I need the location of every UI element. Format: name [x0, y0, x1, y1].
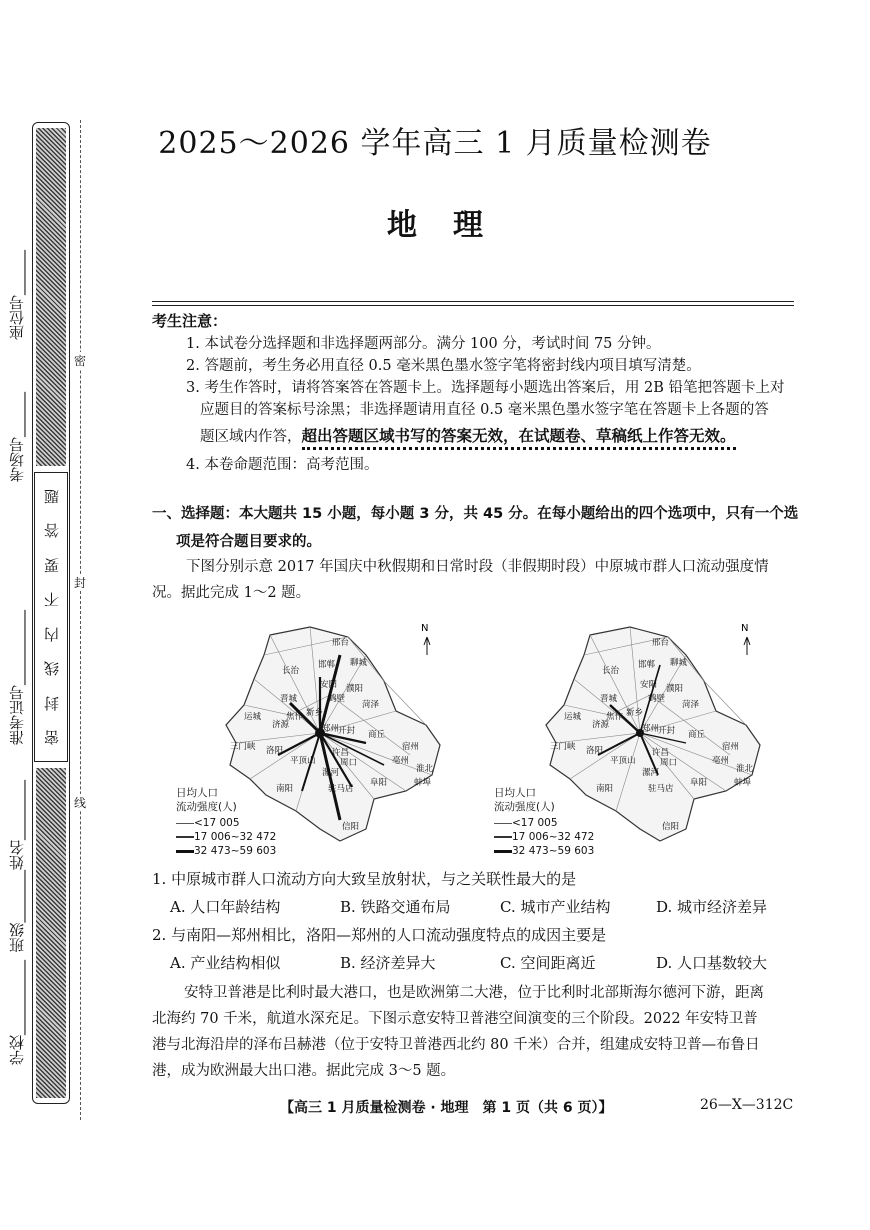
seal-char: 要 — [42, 557, 61, 573]
seal-char: 不 — [42, 592, 61, 608]
option-c[interactable]: C. 城市产业结构 — [500, 898, 611, 916]
notice-item: 题区域内作答，超出答题区域书写的答案无效，在试题卷、草稿纸上作答无效。 — [200, 425, 736, 448]
svg-text:商丘: 商丘 — [688, 730, 706, 740]
option-d[interactable]: D. 人口基数较大 — [656, 954, 768, 972]
school-label: 学校__________ — [8, 960, 26, 1065]
svg-text:南阳: 南阳 — [596, 784, 614, 794]
svg-text:信阳: 信阳 — [342, 822, 360, 832]
notice-heading: 考生注意： — [152, 312, 228, 330]
passage-line: 安特卫普港是比利时最大港口，也是欧洲第二大港，位于比利时北部斯海尔德河下游，距离 — [184, 985, 764, 1001]
svg-text:菏泽: 菏泽 — [682, 700, 700, 710]
svg-text:鹤壁: 鹤壁 — [648, 694, 666, 704]
svg-text:平顶山: 平顶山 — [610, 756, 636, 766]
svg-text:平顶山: 平顶山 — [290, 756, 316, 766]
emphasis-text: 超出答题区域书写的答案无效，在试题卷、草稿纸上作答无效。 — [302, 427, 736, 450]
ticket-number-label: 准考证号__________ — [8, 610, 26, 745]
svg-text:驻马店: 驻马店 — [648, 784, 674, 794]
svg-text:郑州: 郑州 — [322, 724, 340, 734]
svg-text:濮阳: 濮阳 — [666, 684, 684, 694]
svg-text:聊城: 聊城 — [350, 658, 368, 668]
svg-text:晋城: 晋城 — [600, 694, 618, 704]
option-b[interactable]: B. 经济差异大 — [340, 954, 436, 972]
svg-text:信阳: 信阳 — [662, 822, 680, 832]
svg-text:鹤壁: 鹤壁 — [328, 694, 346, 704]
svg-text:驻马店: 驻马店 — [328, 784, 354, 794]
notice-item: 3. 考生作答时，请将答案答在答题卡上。选择题每小题选出答案后，用 2B 铅笔把答题卡上对 — [186, 380, 785, 396]
subject-title: 地理 — [387, 208, 519, 243]
seal-char: 答 — [42, 523, 61, 539]
notice-item: 1. 本试卷分选择题和非选择题两部分。满分 100 分，考试时间 75 分钟。 — [186, 336, 661, 352]
svg-text:长治: 长治 — [282, 666, 300, 676]
svg-text:晋城: 晋城 — [280, 694, 298, 704]
svg-text:郑州: 郑州 — [642, 724, 660, 734]
svg-text:济源: 济源 — [592, 720, 610, 730]
svg-text:商丘: 商丘 — [368, 730, 386, 740]
svg-text:开封: 开封 — [338, 726, 356, 736]
name-label: 姓名________ — [8, 780, 26, 870]
svg-text:蚌埠: 蚌埠 — [734, 778, 752, 788]
passage-line: 港，成为欧洲最大出口港。据此完成 3～5 题。 — [152, 1063, 456, 1079]
hatch-pattern-bottom — [36, 768, 66, 1098]
map-legend: 日均人口 流动强度(人) <17 005 17 006~32 472 32 473~59 603 — [176, 787, 277, 857]
section-heading: 项是符合题目要求的。 — [176, 534, 321, 550]
svg-text:菏泽: 菏泽 — [362, 700, 380, 710]
option-c[interactable]: C. 空间距离近 — [500, 954, 596, 972]
option-a[interactable]: A. 人口年龄结构 — [170, 898, 281, 916]
notice-item: 4. 本卷命题范围：高考范围。 — [186, 457, 379, 473]
intro-text: 况。据此完成 1～2 题。 — [152, 585, 311, 601]
svg-text:濮阳: 濮阳 — [346, 684, 364, 694]
svg-text:南阳: 南阳 — [276, 784, 294, 794]
svg-text:开封: 开封 — [658, 726, 676, 736]
notice-item: 应题目的答案标号涂黑；非选择题请用直径 0.5 毫米黑色墨水签字笔在答题卡上各题的答 — [200, 402, 769, 418]
notice-item: 2. 答题前，考生务必用直径 0.5 毫米黑色墨水签字笔将密封线内项目填写清楚。 — [186, 358, 701, 374]
svg-text:周口: 周口 — [340, 758, 358, 768]
room-number-label: 考场号______ — [8, 392, 26, 482]
seal-char: 题 — [42, 488, 61, 504]
svg-text:焦作: 焦作 — [606, 712, 624, 722]
cut-line-char: 封 — [74, 576, 87, 590]
svg-text:周口: 周口 — [660, 758, 678, 768]
page-footer: 【高三 1 月质量检测卷 · 地理 第 1 页（共 6 页）】 — [280, 1100, 613, 1116]
question-stem: 2. 与南阳—郑州相比，洛阳—郑州的人口流动强度特点的成因主要是 — [152, 926, 607, 944]
class-label: 班级_______ — [8, 870, 26, 953]
paper-code: 26—X—312C — [700, 1097, 794, 1113]
cut-line-char: 线 — [74, 796, 87, 810]
svg-text:邯郸: 邯郸 — [318, 660, 336, 670]
option-a[interactable]: A. 产业结构相似 — [170, 954, 281, 972]
exam-title: 2025～2026 学年高三 1 月质量检测卷 — [158, 126, 712, 161]
seal-char: 线 — [42, 661, 61, 677]
svg-text:漯河: 漯河 — [322, 768, 340, 778]
hatch-pattern-top — [36, 128, 66, 466]
north-label: N — [741, 623, 749, 634]
svg-text:邯郸: 邯郸 — [638, 660, 656, 670]
seal-char: 封 — [42, 695, 61, 711]
svg-text:淮北: 淮北 — [416, 764, 434, 774]
svg-text:宿州: 宿州 — [722, 742, 740, 752]
svg-text:三门峡: 三门峡 — [230, 742, 256, 752]
svg-text:邢台: 邢台 — [332, 638, 350, 648]
north-arrow-icon — [741, 623, 750, 655]
svg-text:新乡: 新乡 — [626, 708, 644, 718]
seal-char: 内 — [42, 626, 61, 642]
map-legend: 日均人口 流动强度(人) <17 005 17 006~32 472 32 473~59 603 — [494, 787, 595, 857]
svg-text:许昌: 许昌 — [332, 748, 350, 758]
svg-text:济源: 济源 — [272, 720, 290, 730]
svg-text:阜阳: 阜阳 — [370, 778, 388, 788]
svg-text:漯河: 漯河 — [642, 768, 660, 778]
svg-text:淮北: 淮北 — [736, 764, 754, 774]
svg-text:三门峡: 三门峡 — [550, 742, 576, 752]
svg-text:宿州: 宿州 — [402, 742, 420, 752]
svg-text:阜阳: 阜阳 — [690, 778, 708, 788]
header-rule — [152, 301, 794, 302]
seat-number-label: 座位号______ — [8, 250, 26, 340]
cut-line-char: 密 — [74, 354, 87, 368]
passage-line: 北海约 70 千米，航道水深充足。下图示意安特卫普港空间演变的三个阶段。2022 年安特卫普 — [152, 1011, 758, 1027]
svg-text:长治: 长治 — [602, 666, 620, 676]
section-heading: 一、选择题：本大题共 15 小题，每小题 3 分，共 45 分。在每小题给出的四个选项中，只有一个选 — [152, 506, 799, 522]
svg-text:亳州: 亳州 — [712, 756, 730, 766]
svg-text:蚌埠: 蚌埠 — [414, 778, 432, 788]
north-arrow-icon — [421, 623, 430, 655]
svg-text:亳州: 亳州 — [392, 756, 410, 766]
option-b[interactable]: B. 铁路交通布局 — [340, 898, 451, 916]
cut-line — [80, 120, 81, 1120]
svg-text:许昌: 许昌 — [652, 748, 670, 758]
header-rule — [152, 305, 794, 306]
north-label: N — [421, 623, 429, 634]
svg-text:新乡: 新乡 — [306, 708, 324, 718]
seal-notice-box — [34, 472, 68, 762]
svg-text:安阳: 安阳 — [320, 680, 338, 690]
svg-text:运城: 运城 — [244, 712, 262, 722]
svg-text:邢台: 邢台 — [652, 638, 670, 648]
option-d[interactable]: D. 城市经济差异 — [656, 898, 768, 916]
svg-text:聊城: 聊城 — [670, 658, 688, 668]
question-stem: 1. 中原城市群人口流动方向大致呈放射状，与之关联性最大的是 — [152, 870, 577, 888]
passage-line: 港与北海沿岸的泽布吕赫港（位于安特卫普港西北约 80 千米）合并，组建成安特卫普—布鲁日 — [152, 1037, 760, 1053]
intro-text: 下图分别示意 2017 年国庆中秋假期和日常时段（非假期时段）中原城市群人口流动强度情 — [186, 559, 769, 575]
seal-char: 密 — [42, 730, 61, 746]
svg-text:洛阳: 洛阳 — [586, 746, 604, 756]
svg-text:洛阳: 洛阳 — [266, 746, 284, 756]
svg-text:焦作: 焦作 — [286, 712, 304, 722]
svg-text:运城: 运城 — [564, 712, 582, 722]
svg-text:安阳: 安阳 — [640, 680, 658, 690]
